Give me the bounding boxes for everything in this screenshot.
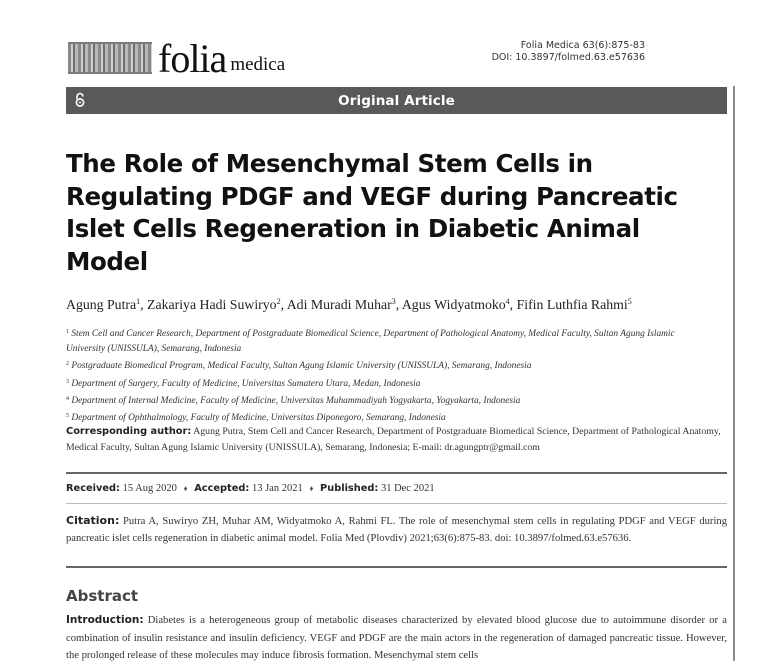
citation-text: Putra A, Suwiryo ZH, Muhar AM, Widyatmoko A, Rahmi FL. The role of mesenchymal stem cells in regulating PDGF and VEGF during pancreatic islet cells regeneration in diabetic animal model. Folia Med (Plovdiv) 2021;63(6):875-83. doi: 10.3897/folmed.63.e57636. xyxy=(66,516,727,544)
received-date: 15 Aug 2020 xyxy=(122,483,177,494)
affiliation-item xyxy=(66,375,716,392)
affiliation-text: Department of Surgery, Faculty of Medicine, Universitas Sumatera Utara, Medan, Indonesia xyxy=(71,378,421,389)
author-list: Agung Putra$^1$, Zakariya Hadi Suwiryo$^2$, Adi Muradi Muhar$^3$, Agus Widyatmoko$^4$, Fifin Luthfia Rahmi$^5$ xyxy=(66,297,632,312)
corresponding-author xyxy=(66,424,728,456)
article-title: The Role of Mesenchymal Stem Cells in Regulating PDGF and VEGF during Pancreatic Islet Cells Regeneration in Diabetic Animal Model xyxy=(66,149,678,276)
diamond-separator-icon: ♦ xyxy=(309,484,314,493)
author-affiliation-number: 4 xyxy=(505,297,510,306)
affiliation-list xyxy=(66,325,716,426)
logo-frieze-image xyxy=(68,42,152,74)
author-affiliation-number: 3 xyxy=(391,297,396,306)
journal-logo xyxy=(68,36,286,81)
corresponding-author-text: Agung Putra, Stem Cell and Cancer Research, Department of Postgraduate Biomedical Science, Department of Pathological Anatomy, Medical Faculty, Sultan Agung Islamic University (UNISSULA), Semarang, Indonesia; E-mail: dr.agungptr@gmail.com xyxy=(66,426,721,453)
journal-volume: Folia Medica 63(6):875-83 xyxy=(520,40,645,51)
abstract-body xyxy=(66,612,727,665)
citation-label: Citation: xyxy=(66,514,120,527)
affiliation-number: 1 xyxy=(66,329,69,335)
affiliation-number: 5 xyxy=(66,413,69,420)
published-label: Published: xyxy=(320,483,379,494)
affiliation-text: Stem Cell and Cancer Research, Department of Postgraduate Biomedical Science, Department of Pathological Anatomy, Medical Faculty, Sultan Agung Islamic University (UNISSULA), Semarang, Indonesia xyxy=(66,329,675,355)
diamond-separator-icon: ♦ xyxy=(183,484,188,493)
divider xyxy=(66,566,727,568)
affiliation-number: 2 xyxy=(66,361,69,368)
affiliation-item xyxy=(66,357,716,374)
abstract-heading: Abstract xyxy=(66,587,139,605)
accepted-date: 13 Jan 2021 xyxy=(251,483,303,494)
divider xyxy=(66,472,727,474)
author-affiliation-number: 1 xyxy=(136,297,141,306)
corresponding-author-label: Corresponding author: xyxy=(66,426,192,437)
article-type-label: Original Article xyxy=(338,92,455,109)
received-label: Received: xyxy=(66,483,120,494)
affiliation-item xyxy=(66,325,716,357)
author-affiliation-number: 2 xyxy=(276,297,281,306)
author-name: Fifin Luthfia Rahmi xyxy=(516,297,628,312)
journal-reference xyxy=(492,40,645,64)
author-name: Agus Widyatmoko xyxy=(401,297,506,312)
article-type-banner xyxy=(66,87,727,114)
affiliation-text: Postgraduate Biomedical Program, Medical Faculty, Sultan Agung Islamic University (UNISSULA), Semarang, Indonesia xyxy=(71,361,532,372)
publication-dates xyxy=(66,482,726,496)
author-name: Agung Putra xyxy=(66,297,137,312)
affiliation-number: 3 xyxy=(66,378,69,385)
affiliation-text: Department of Ophthalmology, Faculty of Medicine, Universitas Diponegoro, Semarang, Indonesia xyxy=(71,413,446,424)
author-name: Adi Muradi Muhar xyxy=(286,297,392,312)
citation-block xyxy=(66,512,727,547)
affiliation-text: Department of Internal Medicine, Faculty of Medicine, Universitas Muhammadiyah Yogyakarta, Yogyakarta, Indonesia xyxy=(71,395,521,406)
author-name: Zakariya Hadi Suwiryo xyxy=(147,297,277,312)
open-access-icon xyxy=(74,92,86,108)
introduction-text: Diabetes is a heterogeneous group of metabolic diseases characterized by elevated blood glucose due to autoimmune disorder or a combination of insulin resistance and insulin deficiency. VEGF and PDGF are the main actors in the regeneration of damaged pancreatic tissue. However, the prolonged release of these molecules may induce fibrosis formation. Mesenchymal stem cells xyxy=(66,615,727,661)
journal-doi: DOI: 10.3897/folmed.63.e57636 xyxy=(491,52,645,63)
logo-subtitle: medica xyxy=(230,54,286,75)
accepted-label: Accepted: xyxy=(194,483,250,494)
author-affiliation-number: 5 xyxy=(627,297,632,306)
introduction-label: Introduction: xyxy=(66,614,144,626)
affiliation-item xyxy=(66,392,716,409)
published-date: 31 Dec 2021 xyxy=(380,483,435,494)
logo-wordmark: folia xyxy=(158,36,227,81)
affiliation-number: 4 xyxy=(66,395,69,402)
divider xyxy=(66,503,727,504)
page-edge-line xyxy=(733,86,735,661)
